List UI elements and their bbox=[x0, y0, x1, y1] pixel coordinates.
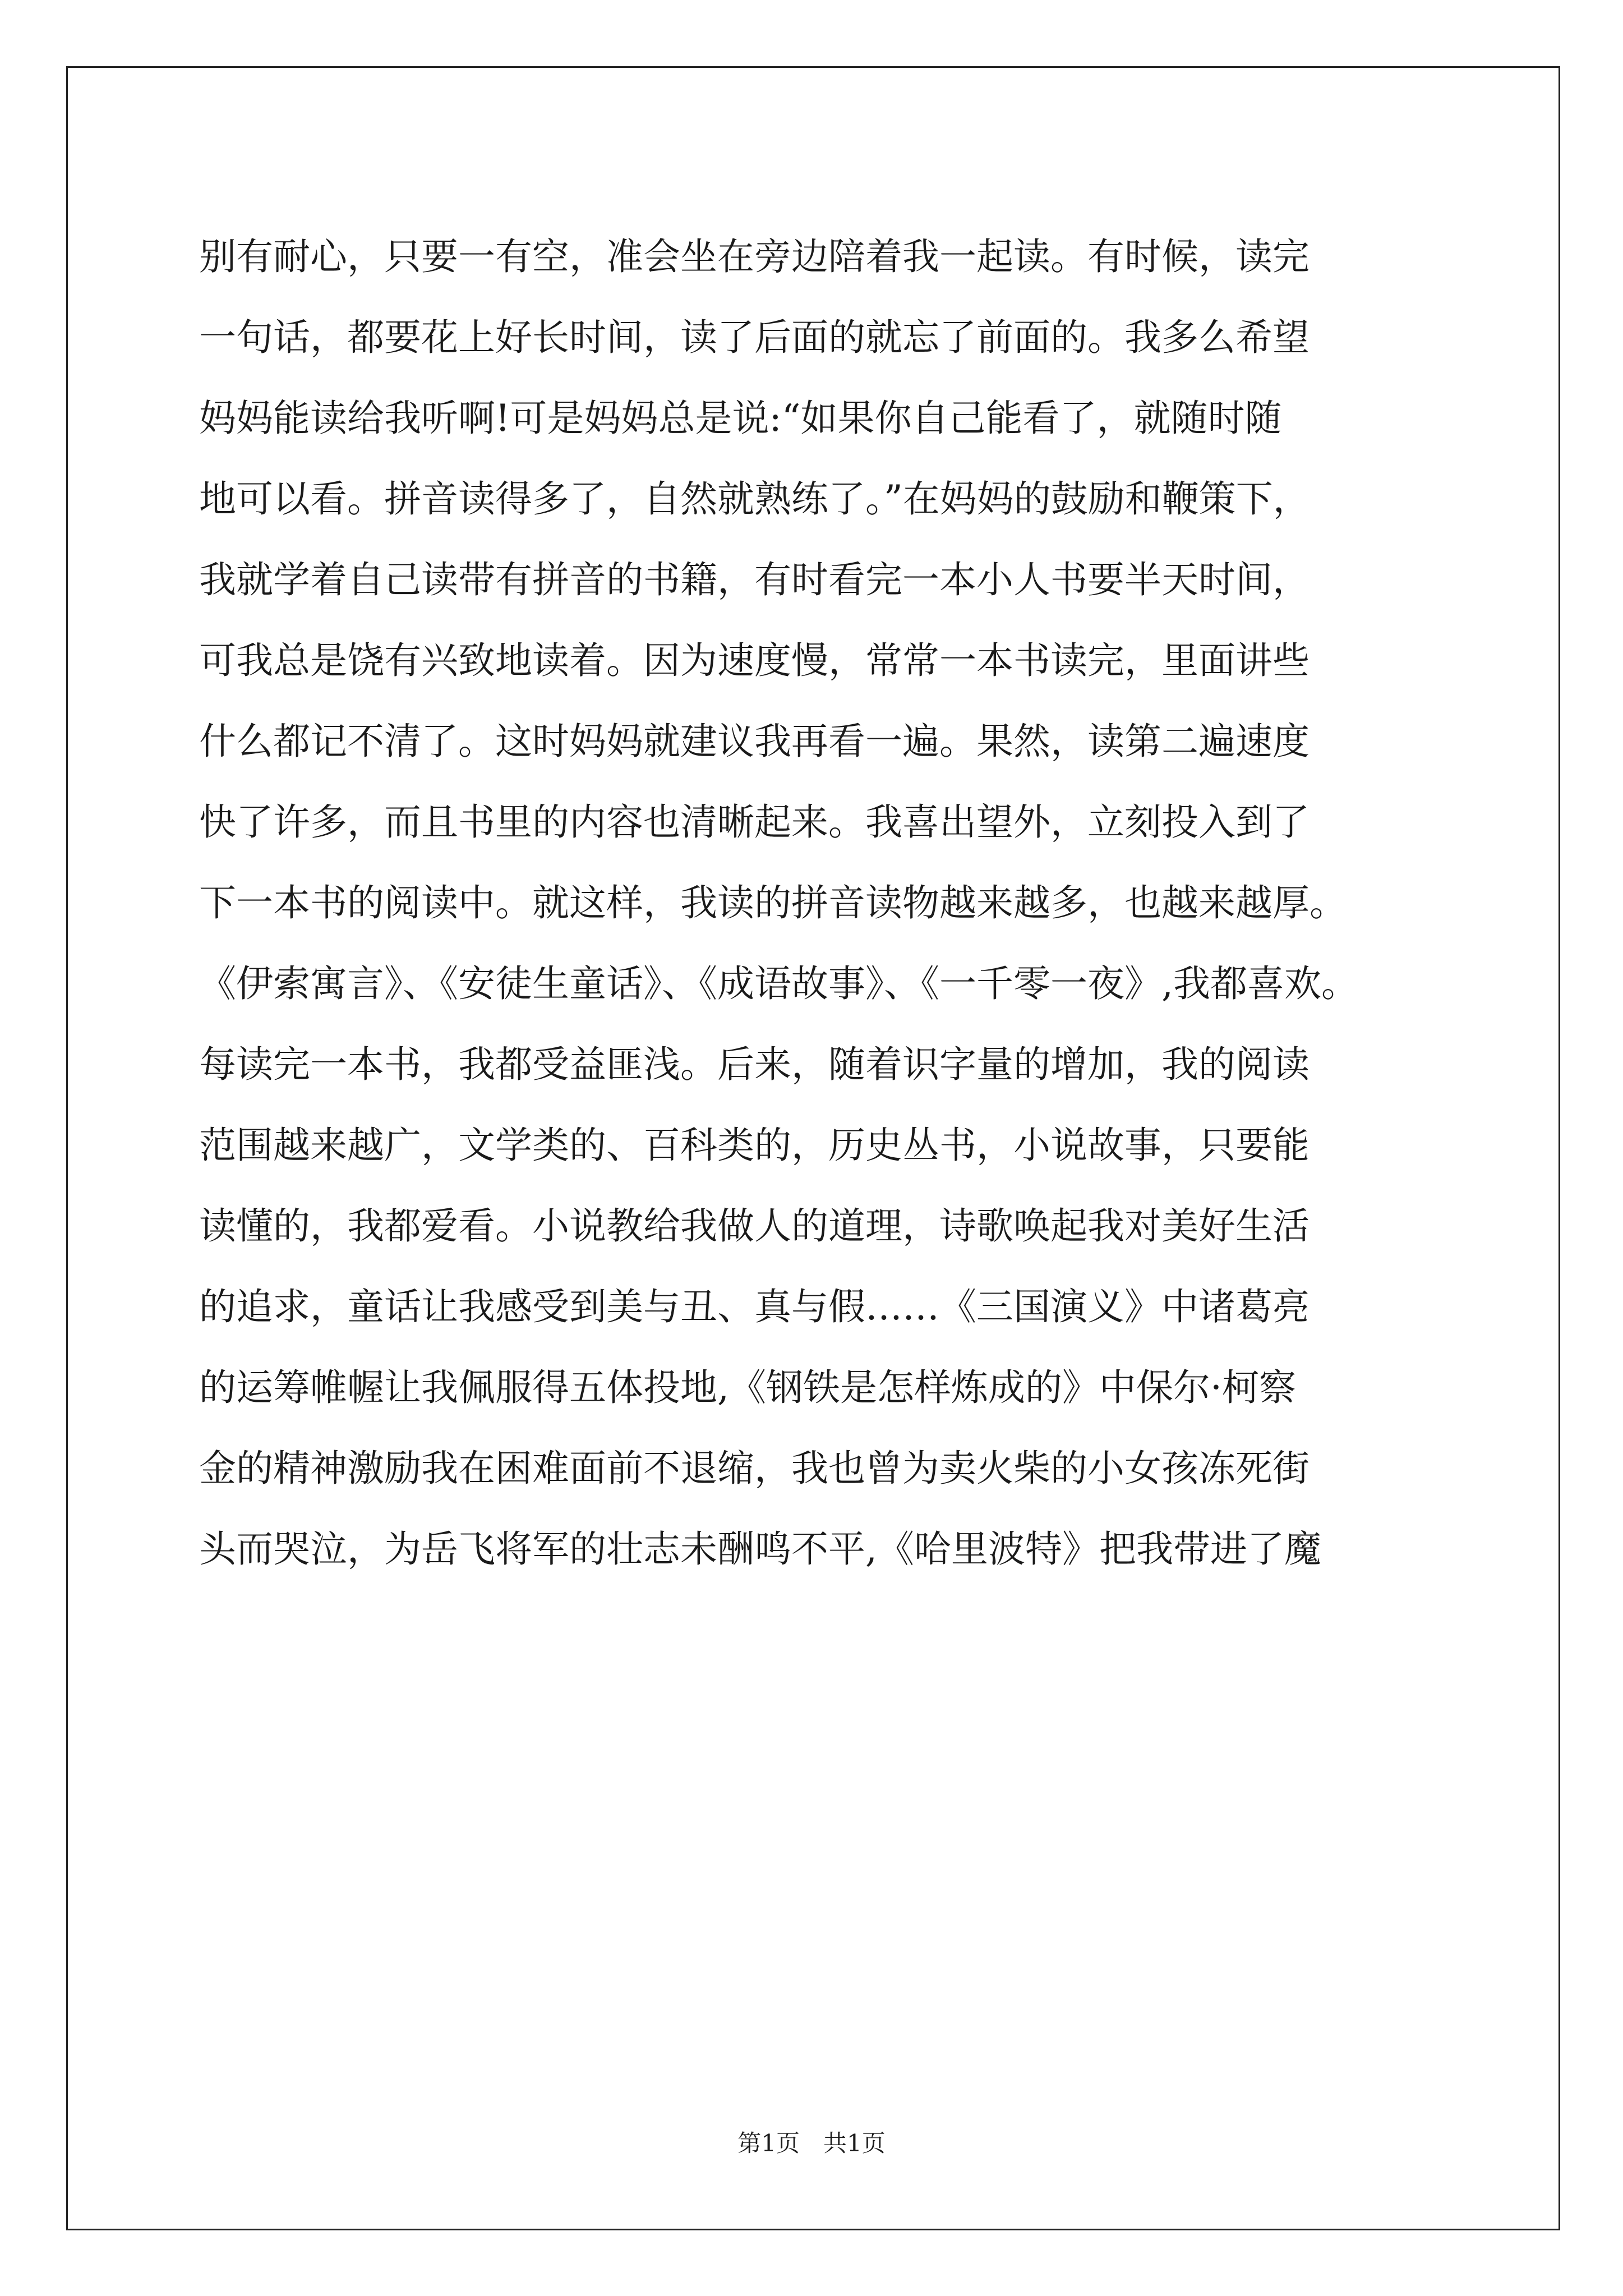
text-line: 快了许多，而且书里的内容也清晰起来。我喜出望外，立刻投入到了 bbox=[199, 800, 1310, 844]
text-line: 什么都记不清了。这时妈妈就建议我再看一遍。果然，读第二遍速度 bbox=[199, 720, 1310, 763]
text-line: 一句话，都要花上好长时间，读了后面的就忘了前面的。我多么希望 bbox=[199, 316, 1310, 359]
text-line: 的运筹帷幄让我佩服得五体投地,《钢铁是怎样炼成的》中保尔·柯察 bbox=[199, 1366, 1296, 1409]
text-line: 金的精神激励我在困难面前不退缩，我也曾为卖火柴的小女孩冻死街 bbox=[199, 1447, 1310, 1490]
text-line: 的追求，童话让我感受到美与丑、真与假……《三国演义》中诸葛亮 bbox=[199, 1285, 1310, 1328]
page-footer: 第1页 共1页 bbox=[737, 2129, 886, 2157]
text-line: 我就学着自己读带有拼音的书籍，有时看完一本小人书要半天时间， bbox=[199, 558, 1310, 601]
text-line: 读懂的，我都爱看。小说教给我做人的道理，诗歌唤起我对美好生活 bbox=[199, 1204, 1310, 1248]
text-line: 妈妈能读给我听啊!可是妈妈总是说:“如果你自己能看了，就随时随 bbox=[199, 397, 1282, 440]
text-line: 头而哭泣，为岳飞将军的壮志未酬鸣不平,《哈里波特》把我带进了魔 bbox=[199, 1527, 1321, 1571]
text-line: 别有耐心，只要一有空，准会坐在旁边陪着我一起读。有时候，读完 bbox=[199, 235, 1310, 278]
text-line: 《伊索寓言》、《安徒生童话》、《成语故事》、《一千零一夜》,我都喜欢。 bbox=[199, 962, 1358, 1005]
text-line: 每读完一本书，我都受益匪浅。后来，随着识字量的增加，我的阅读 bbox=[199, 1043, 1310, 1086]
text-line: 下一本书的阅读中。就这样，我读的拼音读物越来越多，也越来越厚。 bbox=[199, 881, 1347, 924]
text-line: 可我总是饶有兴致地读着。因为速度慢，常常一本书读完，里面讲些 bbox=[199, 639, 1310, 682]
document-body bbox=[199, 217, 1489, 1590]
text-line: 范围越来越广，文学类的、百科类的，历史丛书，小说故事，只要能 bbox=[199, 1124, 1310, 1167]
text-line: 地可以看。拼音读得多了，自然就熟练了。”在妈妈的鼓励和鞭策下， bbox=[199, 477, 1310, 521]
